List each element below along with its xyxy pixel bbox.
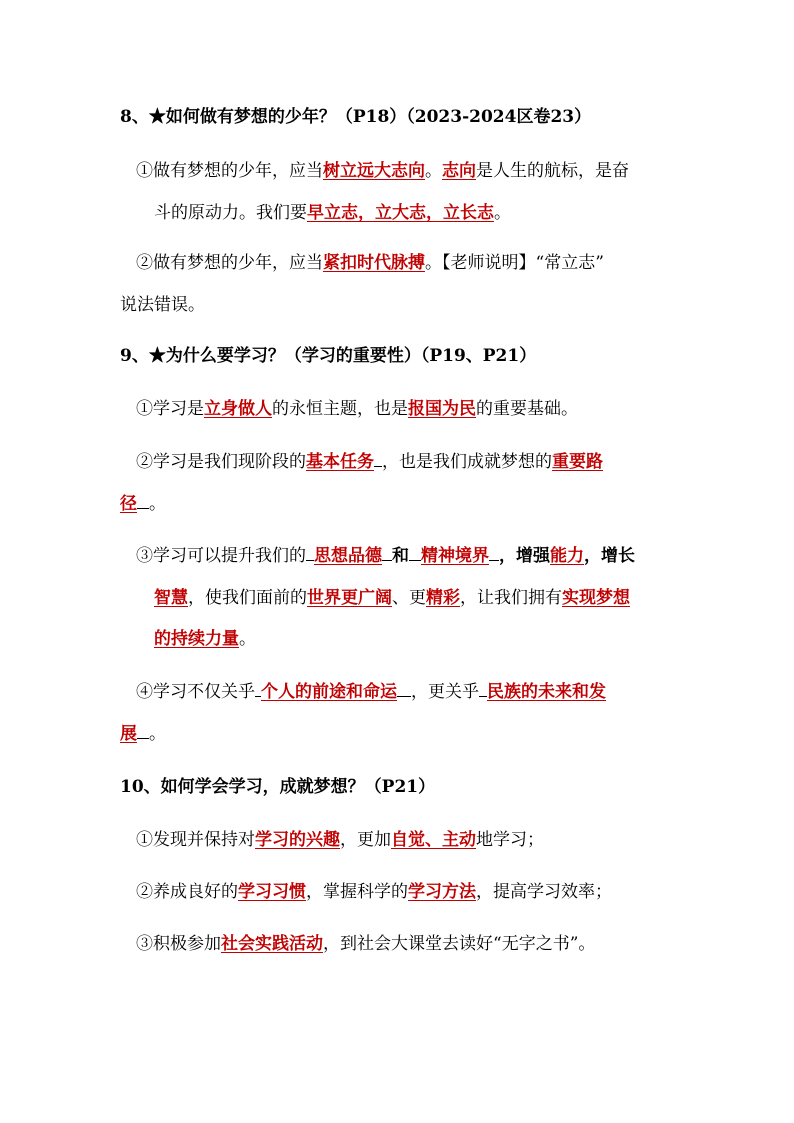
text: ①做有梦想的少年，应当 — [136, 161, 323, 181]
text: ①发现并保持对 — [136, 830, 255, 850]
answer: 思想品德 — [314, 546, 382, 566]
answer: 基本任务 — [306, 452, 374, 472]
text: ③积极参加 — [136, 934, 221, 954]
q10-heading: 10、如何学会学习，成就梦想？（P21） — [120, 777, 436, 797]
q10-point-1 — [136, 827, 544, 853]
q8-point-2-cont: 说法错误。 — [120, 295, 205, 315]
text: ，也是我们成就梦想的 — [382, 452, 552, 472]
q9-point-4 — [136, 679, 606, 705]
q9-point-1 — [136, 396, 578, 422]
answer: 树立远大志向 — [323, 161, 425, 181]
text: 和 — [392, 546, 409, 566]
text: 。【老师说明】“常立志” — [425, 253, 604, 273]
text: ，让我们拥有 — [460, 588, 562, 608]
text: ①学习是 — [136, 399, 204, 419]
text: ②养成良好的 — [136, 882, 238, 902]
q9-point-3-cont2 — [154, 626, 256, 652]
q9-point-3-cont — [154, 585, 630, 611]
answer: 径 — [120, 494, 137, 514]
answer: 学习方法 — [408, 882, 476, 902]
q8-point-2 — [136, 250, 604, 276]
answer: 立身做人 — [204, 399, 272, 419]
answer: 重要路 — [552, 452, 603, 472]
text: 的重要基础。 — [476, 399, 578, 419]
text: 斗的原动力。我们要 — [154, 203, 307, 223]
answer: 早立志，立大志，立长志 — [307, 203, 494, 223]
text: ②学习是我们现阶段的 — [136, 452, 306, 472]
answer: 精彩 — [426, 588, 460, 608]
text: ，提高学习效率； — [476, 882, 612, 902]
answer: 志向 — [442, 161, 476, 181]
q9-point-2 — [136, 449, 603, 475]
text: 。 — [149, 724, 166, 744]
q9-point-2-cont — [120, 491, 166, 517]
q8-heading: 8、★如何做有梦想的少年？（P18）（2023-2024区卷23） — [120, 107, 592, 127]
q10-point-2 — [136, 879, 612, 905]
text: 。 — [425, 161, 442, 181]
answer: 能力 — [550, 546, 584, 566]
answer: 紧扣时代脉搏 — [323, 253, 425, 273]
text: ③学习可以提升我们的 — [136, 546, 306, 566]
text: 。 — [239, 629, 256, 649]
answer: 报国为民 — [408, 399, 476, 419]
answer: 学习习惯 — [238, 882, 306, 902]
text: ②做有梦想的少年，应当 — [136, 253, 323, 273]
text: ，增长 — [584, 546, 635, 566]
answer: 智慧 — [154, 588, 188, 608]
text: ，到社会大课堂去读好“无字之书”。 — [323, 934, 596, 954]
q8-point-1-cont — [154, 200, 511, 226]
text: 。 — [149, 494, 166, 514]
answer: 民族的未来和发 — [487, 682, 606, 702]
text: ④学习不仅关乎 — [136, 682, 255, 702]
q8-point-1 — [136, 158, 629, 184]
answer: 的持续力量 — [154, 629, 239, 649]
text: 地学习； — [476, 830, 544, 850]
answer: 个人的前途和命运 — [261, 682, 397, 702]
text: ，使我们面前的 — [188, 588, 307, 608]
q9-point-3 — [136, 543, 635, 569]
text: 是人生的航标，是奋 — [476, 161, 629, 181]
q9-heading: 9、★为什么要学习？（学习的重要性）（P19、P21） — [120, 346, 537, 366]
answer: 精神境界 — [421, 546, 489, 566]
text: ，增强 — [499, 546, 550, 566]
q9-point-4-cont — [120, 721, 166, 747]
answer: 自觉、主动 — [391, 830, 476, 850]
text: 。 — [494, 203, 511, 223]
text: ，掌握科学的 — [306, 882, 408, 902]
answer: 学习的兴趣 — [255, 830, 340, 850]
answer: 社会实践活动 — [221, 934, 323, 954]
text: 的永恒主题，也是 — [272, 399, 408, 419]
text: 、更 — [392, 588, 426, 608]
text: ，更加 — [340, 830, 391, 850]
answer: 世界更广阔 — [307, 588, 392, 608]
answer: 实现梦想 — [562, 588, 630, 608]
text: ，更关乎 — [411, 682, 479, 702]
q10-point-3 — [136, 931, 595, 957]
answer: 展 — [120, 724, 137, 744]
